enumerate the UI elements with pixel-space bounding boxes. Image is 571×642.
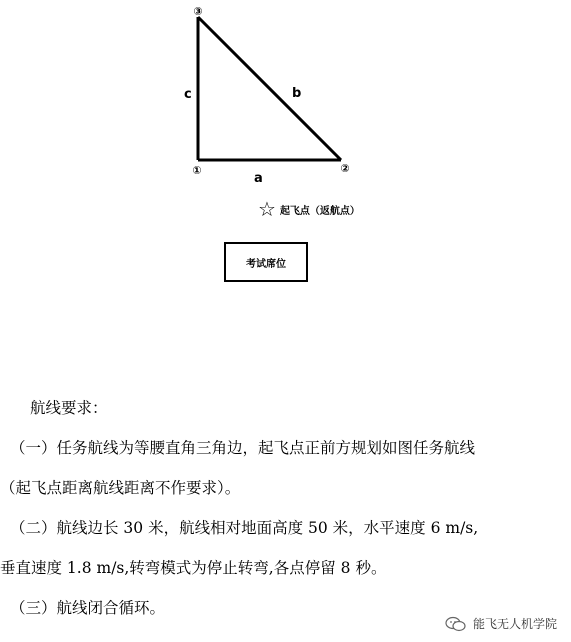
requirement-line-1: （一）任务航线为等腰直角三角边，起飞点正前方规划如图任务航线 [10, 439, 476, 457]
side-b-line [198, 17, 341, 160]
requirement-line-4: 垂直速度 1.8 m/s,转弯模式为停止转弯,各点停留 8 秒。 [0, 559, 387, 577]
side-c-label: c [184, 87, 192, 102]
route-requirements [0, 388, 571, 628]
takeoff-point-label: 起飞点（返航点） [279, 205, 360, 217]
requirement-line-3: （二）航线边长 30 米，航线相对地面高度 50 米，水平速度 6 m/s, [10, 519, 479, 537]
requirements-title: 航线要求： [30, 399, 108, 417]
side-a-label: a [254, 171, 263, 186]
exam-seat-box [224, 242, 308, 282]
wechat-icon [445, 616, 467, 632]
waypoint-3-label: ③ [193, 5, 203, 18]
watermark [445, 615, 557, 632]
requirement-line-5: （三）航线闭合循环。 [10, 599, 166, 617]
side-b-label: b [292, 86, 302, 101]
waypoint-2-label: ② [340, 162, 350, 175]
waypoint-1-label: ① [192, 164, 202, 177]
takeoff-point [258, 199, 360, 219]
star-icon: ☆ [258, 197, 276, 221]
exam-seat-label: 考试席位 [246, 258, 286, 270]
watermark-text: 能飞无人机学院 [472, 617, 557, 631]
requirement-line-2: （起飞点距离航线距离不作要求）。 [0, 479, 241, 497]
